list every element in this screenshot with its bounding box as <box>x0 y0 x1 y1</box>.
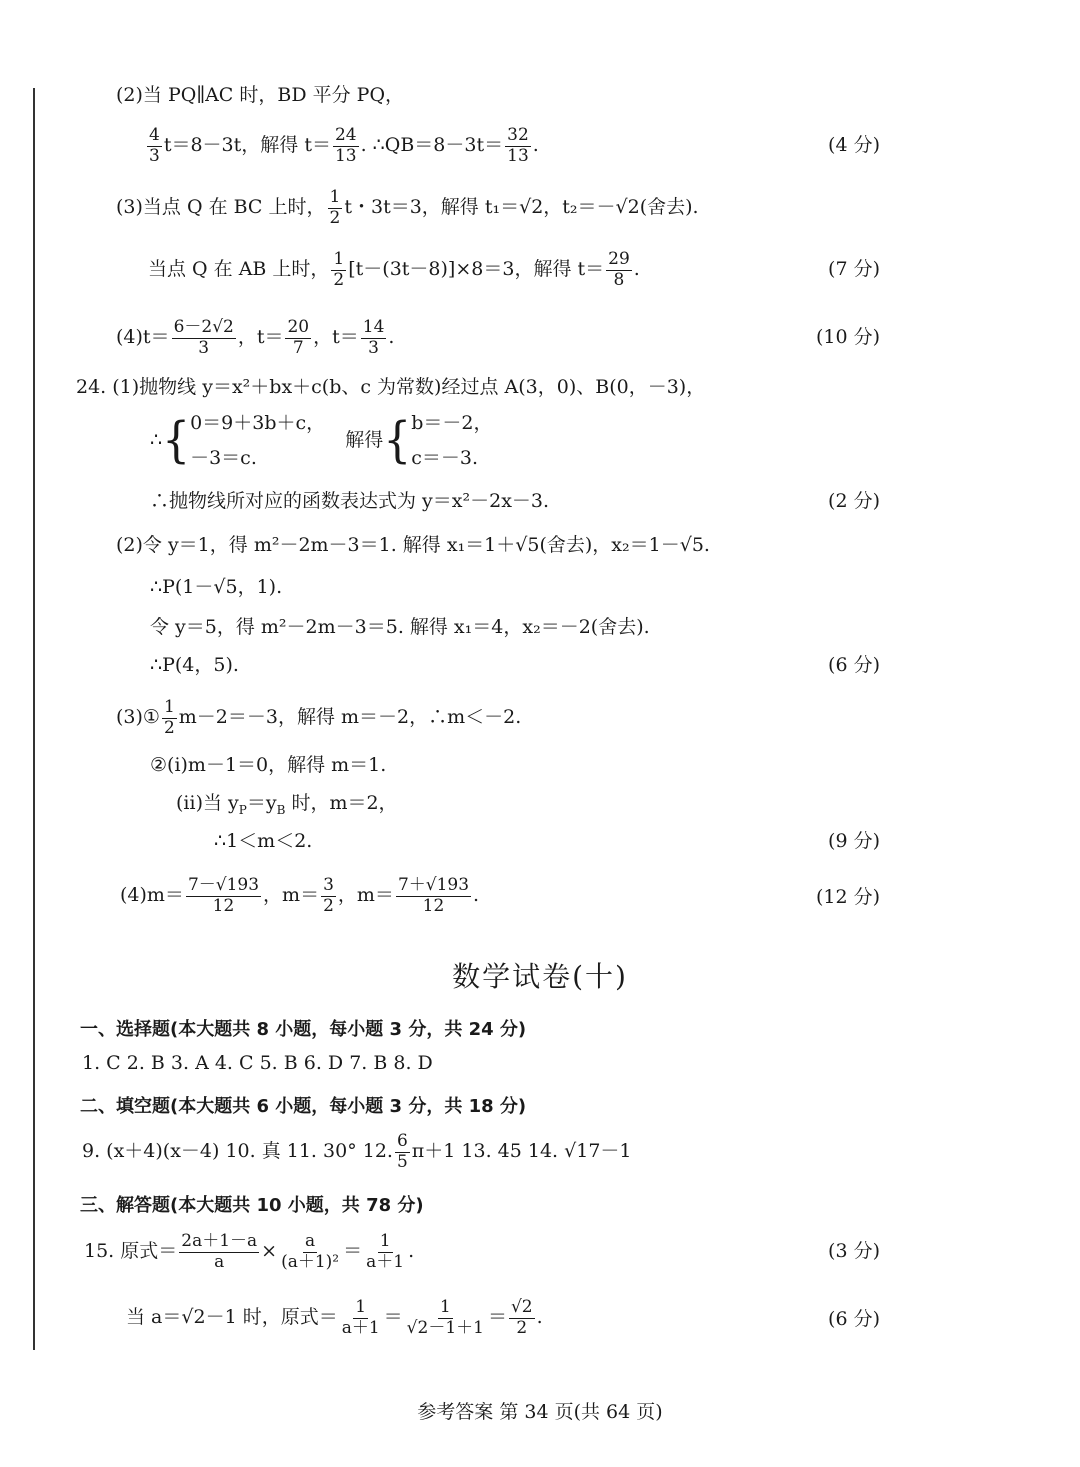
fraction: $\frac{2a+1-a}{a}$ <box>181 1231 258 1272</box>
q15-simplify: 15. 原式＝ $\frac{2a+1-a}{a}$ × $\frac{a}{\text{(a＋1)²}}$ ＝ $\frac{1}{a+1}$ . <box>84 1231 415 1272</box>
q24-part2-line3: 令 y＝5，得 m²－2m－3＝5. 解得 x₁＝4，x₂＝－2(舍去). <box>150 616 650 638</box>
fraction: $\frac{1}{2}$ <box>163 697 175 738</box>
fraction: $\frac{6-2√2}{3}$ <box>173 317 234 358</box>
q23-part3-line2: 当点 Q 在 AB 上时， $\frac{1}{2}$ [t－(3t－8)]×8＝3，解得 t＝ $\frac{29}{8}$ . <box>148 249 640 290</box>
q24-part3-line3: (ⅱ)当 $y_P=y_B$ 时，m＝2， <box>176 792 398 817</box>
q24-part2-line2: ∴P(1－√5，1). <box>150 576 283 598</box>
exam-title: 数学试卷(十) <box>452 960 628 993</box>
section-heading-choice: 一、选择题(本大题共 8 小题，每小题 3 分，共 24 分) <box>80 1019 527 1040</box>
q23-part3-line1: (3)当点 Q 在 BC 上时， $\frac{1}{2}$ t・3t＝3，解得 t₁＝√2，t₂＝－√2(舍去). <box>116 187 699 228</box>
fraction: $\frac{√2}{2}$ <box>510 1297 533 1338</box>
fraction: $\frac{4}{3}$ <box>149 125 160 166</box>
binding-margin-line <box>33 88 35 1350</box>
fraction: $\frac{32}{13}$ <box>507 125 529 166</box>
q24-part2-line1: (2)令 y＝1，得 m²－2m－3＝1. 解得 x₁＝1＋√5(舍去)，x₂＝1－√5. <box>116 534 710 556</box>
q24-part3-line2: ②(ⅰ)m－1＝0，解得 m＝1. <box>150 754 387 776</box>
fraction: $\frac{29}{8}$ <box>608 249 630 290</box>
q24-part3-line1: (3)① $\frac{1}{2}$ m－2＝－3，解得 m＝－2，∴m＜－2. <box>116 697 522 738</box>
q15-evaluate: 当 a＝√2－1 时，原式＝ $\frac{1}{a+1}$ ＝ $\frac{1}{√2-1+1}$ ＝ $\frac{√2}{2}$ . <box>126 1297 543 1338</box>
q24-part1-head: 24. (1)抛物线 y＝x²＋bx＋c(b、c 为常数)经过点 A(3，0)、B(0，－3)， <box>76 376 706 398</box>
fraction: $\frac{7-√193}{12}$ <box>187 875 260 916</box>
fraction: $\frac{1}{a+1}$ <box>341 1297 380 1338</box>
fraction: $\frac{24}{13}$ <box>334 125 357 166</box>
q24-part4: (4)m＝ $\frac{7-√193}{12}$ ，m＝ $\frac{3}{2}$ ，m＝ $\frac{7+√193}{12}$ . <box>120 875 480 916</box>
q24-part3-line4: ∴1＜m＜2. <box>214 830 313 852</box>
q23-part4: (4)t＝ $\frac{6-2√2}{3}$ ，t＝ $\frac{20}{7}$ ，t＝ $\frac{14}{3}$ . <box>116 317 395 358</box>
fraction: $\frac{20}{7}$ <box>287 317 310 358</box>
fraction: $\frac{6}{5}$ <box>396 1131 408 1172</box>
fraction: $\frac{1}{√2-1+1}$ <box>406 1297 484 1338</box>
q24-part1-result: ∴抛物线所对应的函数表达式为 y＝x²－2x－3. <box>150 490 550 512</box>
score-marker: (7 分) <box>828 258 880 280</box>
score-marker: (2 分) <box>828 490 880 512</box>
section-heading-fill: 二、填空题(本大题共 6 小题，每小题 3 分，共 18 分) <box>80 1096 527 1117</box>
score-marker: (12 分) <box>815 886 880 908</box>
score-marker: (6 分) <box>828 654 880 676</box>
fraction: $\frac{a}{\text{(a＋1)²}}$ <box>281 1231 340 1272</box>
fraction: $\frac{1}{2}$ <box>329 187 341 228</box>
score-marker: (10 分) <box>815 326 880 348</box>
score-marker: (6 分) <box>828 1308 880 1330</box>
section-heading-solution: 三、解答题(本大题共 10 小题，共 78 分) <box>80 1195 424 1216</box>
q24-equation-system: ∴{ 0＝9＋3b＋c， －3＝c. 解得{ b＝－2， c＝－3. <box>150 412 493 469</box>
q24-part2-line4: ∴P(4，5). <box>150 654 239 676</box>
score-marker: (4 分) <box>828 134 880 156</box>
fraction: $\frac{7+√193}{12}$ <box>397 875 470 916</box>
fraction: $\frac{1}{a+1}$ <box>366 1231 405 1272</box>
fraction: $\frac{1}{2}$ <box>333 249 345 290</box>
score-marker: (3 分) <box>828 1240 880 1262</box>
fraction: $\frac{3}{2}$ <box>323 875 334 916</box>
q23-part2-head: (2)当 PQ∥AC 时，BD 平分 PQ， <box>116 84 405 106</box>
fill-answers: 9. (x＋4)(x－4) 10. 真 11. 30° 12. $\frac{6}{5}$ π＋1 13. 45 14. √17－1 <box>82 1131 632 1172</box>
fraction: $\frac{14}{3}$ <box>362 317 385 358</box>
page-footer: 参考答案 第 34 页(共 64 页) <box>417 1401 663 1423</box>
q23-part2-equation: $\frac{4}{3}$ t＝8－3t，解得 t＝ $\frac{24}{13}$ . ∴QB＝8－3t＝ $\frac{32}{13}$ . <box>149 125 539 166</box>
choice-answers: 1. C 2. B 3. A 4. C 5. B 6. D 7. B 8. D <box>82 1052 433 1074</box>
score-marker: (9 分) <box>828 830 880 852</box>
